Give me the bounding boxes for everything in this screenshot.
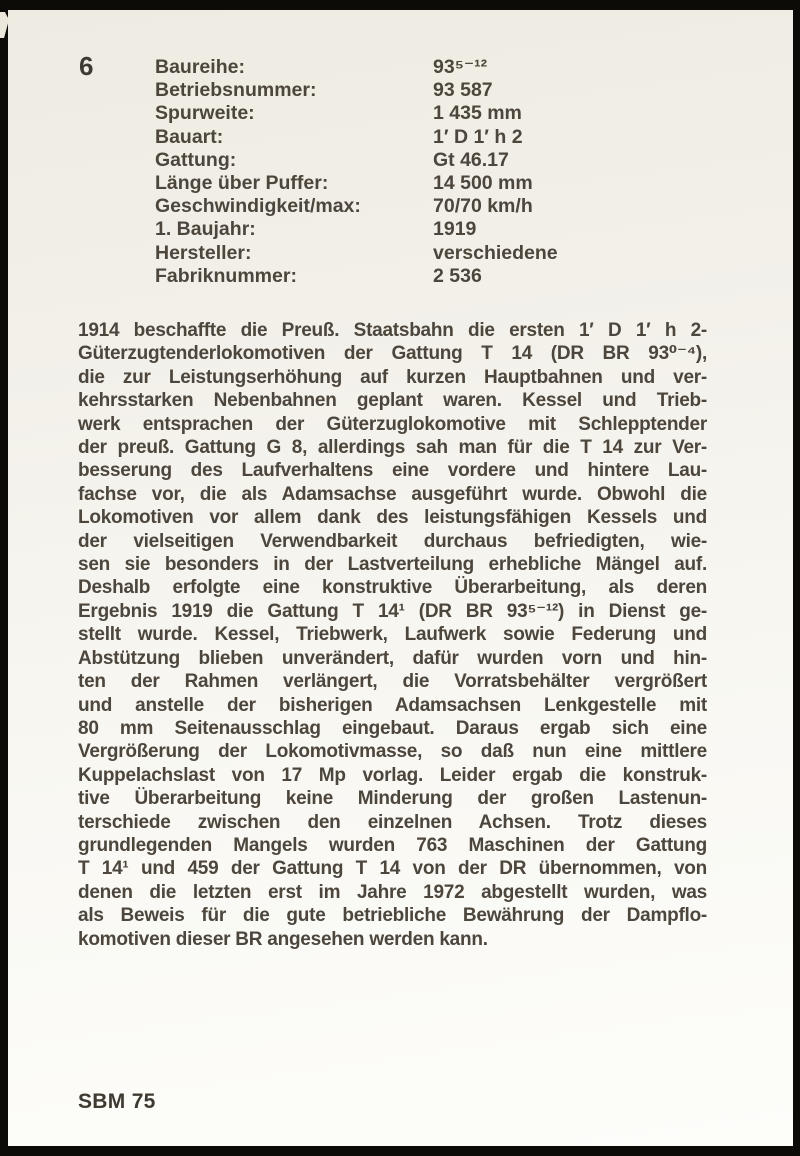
body-line: 1914 beschaffte die Preuß. Staatsbahn die ersten 1′ D 1′ h 2- — [78, 320, 707, 341]
spec-row-fabriknummer — [155, 265, 558, 288]
page-number: 6 — [79, 51, 94, 81]
spec-row-baujahr — [155, 218, 558, 241]
body-line: Kuppelachslast von 17 Mp vorlag. Leider ergab die konstruk- — [78, 764, 707, 786]
spec-value: 2 536 — [433, 264, 482, 287]
spec-label: Bauart: — [155, 125, 224, 148]
spec-value: 14 500 mm — [433, 172, 533, 195]
body-line: sen sie besonders in der Lastverteilung erhebliche Mängel auf. — [78, 554, 707, 576]
spec-label: Geschwindigkeit/max: — [155, 195, 361, 218]
card-paper — [8, 10, 793, 1146]
description-paragraph — [78, 319, 707, 951]
spec-value: 93 587 — [433, 79, 493, 102]
spec-row-baureihe — [155, 56, 558, 79]
spec-label: Gattung: — [155, 148, 237, 171]
spec-row-laenge — [155, 172, 558, 195]
spec-row-betriebsnummer — [155, 79, 558, 102]
spec-table — [155, 56, 558, 288]
spec-row-bauart — [155, 126, 558, 149]
spec-label: 1. Baujahr: — [155, 218, 256, 241]
body-line: Deshalb erfolgte eine konstruktive Überarbeitung, als deren — [78, 577, 707, 599]
spec-row-hersteller — [155, 242, 558, 265]
body-line: der preuß. Gattung G 8, allerdings sah man für die T 14 zur Ver- — [78, 437, 707, 459]
spec-value: 70/70 km/h — [433, 195, 533, 218]
body-line: Ergebnis 1919 die Gattung T 14¹ (DR BR 93⁵⁻¹²) in Dienst ge- — [78, 600, 707, 622]
spec-label: Länge über Puffer: — [155, 172, 329, 195]
body-line: stellt wurde. Kessel, Triebwerk, Laufwerk sowie Federung und — [78, 624, 707, 646]
spec-value: 1919 — [433, 218, 477, 241]
body-line: als Beweis für die gute betriebliche Bewährung der Dampflo- — [78, 905, 707, 927]
spec-value: verschiedene — [433, 241, 558, 264]
body-line: denen die letzten erst im Jahre 1972 abgestellt wurden, was — [78, 881, 707, 903]
spec-value: 93⁵⁻¹² — [433, 56, 488, 78]
body-line: T 14¹ und 459 der Gattung T 14 von der DR übernommen, von — [78, 858, 707, 880]
body-line: grundlegenden Mangels wurden 763 Maschinen der Gattung — [78, 834, 707, 856]
body-line-last: komotiven dieser BR angesehen werden kann. — [78, 928, 488, 950]
spec-row-gattung — [155, 149, 558, 172]
body-line: die zur Leistungserhöhung auf kurzen Hauptbahnen und ver- — [78, 366, 707, 388]
spec-row-spurweite — [155, 102, 558, 125]
body-line: ten der Rahmen verlängert, die Vorratsbehälter vergrößert — [78, 671, 707, 693]
body-line: fachse vor, die als Adamsachse ausgeführt wurde. Obwohl die — [78, 483, 707, 505]
body-line: besserung des Laufverhaltens eine vordere und hintere Lau- — [78, 460, 707, 482]
spec-label: Hersteller: — [155, 241, 252, 264]
body-line: Güterzugtenderlokomotiven der Gattung T 14 (DR BR 93⁰⁻⁴), — [78, 343, 707, 365]
spec-label: Betriebsnummer: — [155, 79, 317, 102]
body-line: kehrsstarken Nebenbahnen geplant waren. Kessel und Trieb- — [78, 390, 707, 412]
body-line: 80 mm Seitenausschlag eingebaut. Daraus ergab sich eine — [78, 717, 707, 739]
body-line: und anstelle der bisherigen Adamsachsen Lenkgestelle mit — [78, 694, 707, 716]
spec-value: 1 435 mm — [433, 102, 522, 125]
catalog-code: SBM 75 — [78, 1090, 156, 1113]
spec-row-geschwindigkeit — [155, 195, 558, 218]
body-line: terschiede zwischen den einzelnen Achsen. Trotz dieses — [78, 811, 707, 833]
body-line: tive Überarbeitung keine Minderung der großen Lastenun- — [78, 788, 707, 810]
body-line: Abstützung blieben unverändert, dafür wurden vorn und hin- — [78, 647, 707, 669]
spec-value: 1′ D 1′ h 2 — [433, 125, 523, 148]
body-line: der vielseitigen Verwendbarkeit durchaus befriedigten, wie- — [78, 530, 707, 552]
spec-value: Gt 46.17 — [433, 148, 509, 171]
body-line: Lokomotiven vor allem dank des leistungsfähigen Kessels und — [78, 507, 707, 529]
spec-label: Fabriknummer: — [155, 264, 297, 287]
spec-label: Spurweite: — [155, 102, 255, 125]
spec-label: Baureihe: — [155, 56, 245, 78]
body-line: Vergrößerung der Lokomotivmasse, so daß nun eine mittlere — [78, 741, 707, 763]
body-line: werk entsprachen der Güterzuglokomotive mit Schlepptender — [78, 413, 707, 435]
